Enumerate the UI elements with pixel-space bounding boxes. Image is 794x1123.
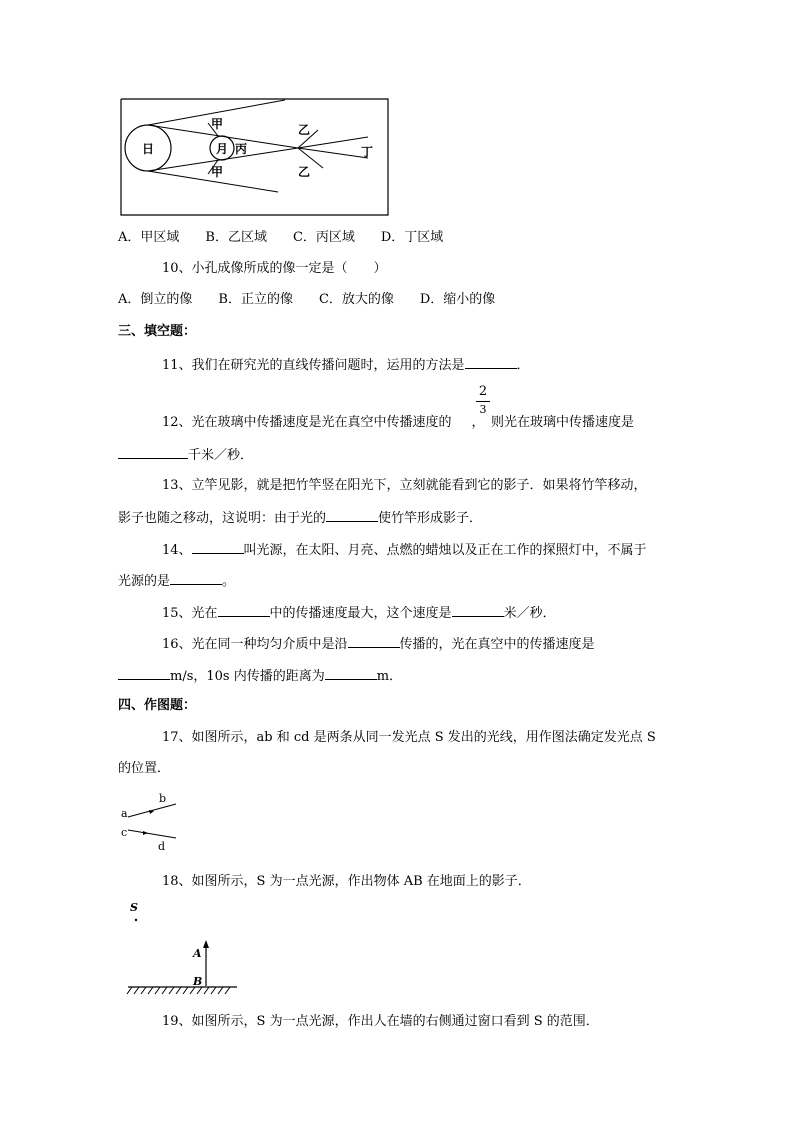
q17-line1: 17、如图所示，ab 和 cd 是两条从同一发光点 S 发出的光线，用作图法确定发光点 S bbox=[162, 730, 656, 745]
q9-options: A．甲区域 B．乙区域 C．丙区域 D．丁区域 bbox=[118, 230, 444, 245]
q19-stem: 19、如图所示，S 为一点光源，作出人在墙的右侧通过窗口看到 S 的范围． bbox=[162, 1014, 599, 1029]
label-jia-bottom: 甲 bbox=[211, 165, 224, 179]
label-bing: 丙 bbox=[235, 142, 248, 156]
q14-line2 bbox=[118, 571, 235, 591]
label-moon: 月 bbox=[216, 142, 229, 156]
q16-end: m． bbox=[376, 669, 403, 684]
fraction-numerator: 2 bbox=[478, 384, 488, 399]
fraction-bar bbox=[476, 401, 490, 402]
q15-blank-2[interactable] bbox=[452, 603, 504, 617]
label-B: B bbox=[193, 975, 203, 988]
q17-line2: 的位置． bbox=[118, 761, 171, 776]
q13-text: 影子也随之移动，这说明：由于光的 bbox=[118, 511, 327, 526]
label-A: A bbox=[193, 947, 202, 960]
ground-hatch bbox=[134, 987, 139, 994]
ground-hatch bbox=[183, 987, 188, 994]
q12-text-mid: ， 则光在玻璃中传播速度是 bbox=[471, 415, 635, 430]
q15-text: 15、光在 bbox=[162, 606, 218, 621]
ground-hatch bbox=[141, 987, 146, 994]
q10-stem: 10、小孔成像所成的像一定是（ ） bbox=[162, 261, 387, 276]
label-jia-top: 甲 bbox=[211, 117, 224, 131]
q14-end: 。 bbox=[222, 574, 236, 589]
ground-hatch bbox=[162, 987, 167, 994]
q16-blank-1[interactable] bbox=[348, 634, 400, 648]
ground-hatch bbox=[211, 987, 216, 994]
q11-text: 11、我们在研究光的直线传播问题时，运用的方法是 bbox=[162, 358, 465, 373]
q12-line2 bbox=[118, 445, 253, 465]
fraction-denominator: 3 bbox=[479, 403, 487, 416]
q13-line1: 13、立竿见影，就是把竹竿竖在阳光下，立刻就能看到它的影子．如果将竹竿移动， bbox=[162, 478, 647, 493]
q12-fraction bbox=[476, 384, 490, 417]
q12-line1 bbox=[162, 414, 634, 432]
ground-hatch bbox=[176, 987, 181, 994]
ground-hatch bbox=[148, 987, 153, 994]
ground-hatch bbox=[169, 987, 174, 994]
q15-text-mid: 中的传播速度最大，这个速度是 bbox=[269, 606, 452, 621]
ground-hatch bbox=[127, 987, 132, 994]
ground-hatch bbox=[190, 987, 195, 994]
ray-label-b: b bbox=[159, 792, 167, 805]
ground-hatch bbox=[155, 987, 160, 994]
q12-blank[interactable] bbox=[118, 445, 188, 459]
q10-options: A．倒立的像 B．正立的像 C．放大的像 D．缩小的像 bbox=[118, 292, 496, 307]
q12-end: 千米／秒． bbox=[188, 448, 254, 463]
q16-line2 bbox=[118, 666, 402, 686]
q11-end: ． bbox=[516, 358, 530, 373]
section-4-title: 四、作图题： bbox=[118, 698, 197, 713]
light-source-point bbox=[135, 919, 137, 921]
q13-end: 使竹竿形成影子． bbox=[378, 511, 483, 526]
q13-blank[interactable] bbox=[326, 508, 378, 522]
q15-blank-1[interactable] bbox=[218, 603, 270, 617]
q14-line1 bbox=[162, 540, 647, 560]
label-sun: 日 bbox=[142, 142, 155, 156]
label-yi-top: 乙 bbox=[298, 123, 311, 137]
ground-hatch bbox=[218, 987, 223, 994]
q16-blank-2[interactable] bbox=[118, 666, 170, 680]
q13-line2 bbox=[118, 508, 482, 528]
q16-text: 16、光在同一种均匀介质中是沿 bbox=[162, 637, 348, 652]
q15 bbox=[162, 603, 556, 623]
q11-blank[interactable] bbox=[465, 355, 517, 369]
q14-text: 叫光源，在太阳、月亮、点燃的蜡烛以及正在工作的探照灯中，不属于 bbox=[243, 543, 647, 558]
q14-num: 14、 bbox=[162, 543, 192, 558]
q16-blank-3[interactable] bbox=[325, 666, 377, 680]
q16-line1 bbox=[162, 634, 595, 654]
ground-hatch bbox=[225, 987, 230, 994]
q15-end: 米／秒． bbox=[503, 606, 556, 621]
eclipse-figure bbox=[118, 96, 393, 218]
label-ding: 丁 bbox=[361, 145, 374, 159]
ray-label-a: a bbox=[121, 807, 128, 820]
ray-label-c: c bbox=[121, 826, 128, 839]
section-3-title: 三、填空题： bbox=[118, 324, 197, 339]
light-source-label: S bbox=[130, 901, 138, 914]
ground-hatch bbox=[197, 987, 202, 994]
q18-stem: 18、如图所示，S 为一点光源，作出物体 AB 在地面上的影子． bbox=[162, 874, 531, 889]
q16-text-mid: 传播的，光在真空中的传播速度是 bbox=[399, 637, 595, 652]
q16-text-mid2: m/s，10s 内传播的距离为 bbox=[170, 669, 325, 684]
rays-figure bbox=[118, 790, 188, 852]
ground-hatch bbox=[204, 987, 209, 994]
ray-label-d: d bbox=[158, 840, 166, 853]
q14-text2: 光源的是 bbox=[118, 574, 171, 589]
q12-text: 12、光在玻璃中传播速度是光在真空中传播速度的 bbox=[162, 415, 452, 430]
label-yi-bottom: 乙 bbox=[298, 165, 311, 179]
q14-blank-1[interactable] bbox=[192, 540, 244, 554]
q14-blank-2[interactable] bbox=[170, 571, 222, 585]
shadow-figure bbox=[122, 898, 242, 998]
q11 bbox=[162, 355, 530, 375]
